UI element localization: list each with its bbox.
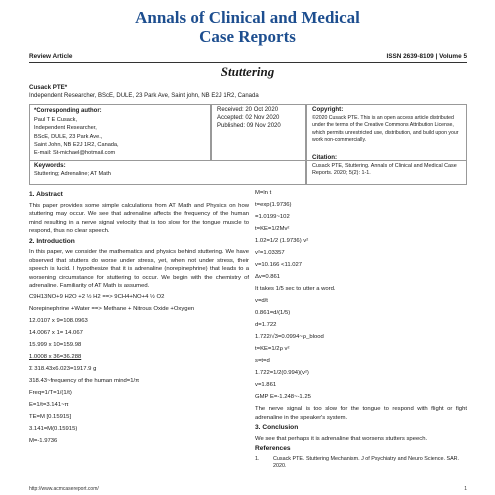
corresponding-line: Saint John, NB E2J 1R2, Canada,: [34, 141, 119, 148]
equation: t=exp(1.9736): [255, 202, 292, 208]
reference-text: Cusack PTE. Stuttering Mechanism. J of Psychiatry and Neuro Science. SAR. 2020.: [273, 455, 460, 469]
copyright-text: ©2020 Cusack PTE. This is an open access article distributed under the terms of the Creative Commons Attribution License, which permits unrestricted use, distribution, and build upon your work non-commercially.: [312, 114, 459, 143]
author-affiliation: Independent Researcher, BScE, DULE, 23 Park Ave, Saint john, NB E2J 1R2, Canada: [29, 93, 259, 99]
equation: Δv=0.861: [255, 274, 281, 280]
equation: 1.722/√3=0.0994~ρ_blood: [255, 334, 324, 340]
reference-number: 1.: [255, 455, 260, 462]
accepted-date: Accepted: 02 Nov 2020: [217, 115, 280, 122]
journal-title-line2: Case Reports: [199, 27, 296, 46]
keywords-text: Stuttering; Adrenaline; AT Math: [34, 171, 111, 178]
published-date: Published: 09 Nov 2020: [217, 123, 281, 130]
equation: M=-1.9736: [29, 437, 58, 444]
citation-box: [306, 153, 467, 185]
dates-box: [211, 104, 306, 161]
equation: t=KE=1/2ρ v²: [255, 346, 290, 352]
corresponding-line: Independent Researcher,: [34, 125, 97, 132]
equation: TE=M [0.15915]: [29, 413, 72, 420]
conclusion-heading: 3. Conclusion: [255, 424, 299, 431]
citation-text: Cusack PTE, Stuttering. Annals of Clinical and Medical Case Reports. 2020; 5(2): 1-1.: [312, 162, 457, 176]
equation: C9H13NO+9 H2O +2 ½ H2 ==> 9CH4+NO+4 ½ O2: [29, 293, 165, 300]
equation: 12.0107 x 9=108.0963: [29, 317, 88, 324]
author-name: Cusack PTE*: [29, 84, 68, 91]
equation: E=1/t=3.141~π: [29, 401, 69, 408]
keywords-heading: Keywords:: [34, 162, 66, 169]
introduction-text: In this paper, we consider the mathematics and physics behind stuttering. We have observed that stutters do worse under stress, yet, when not under stress, their speech is lucid. I hypothesize that it is adrenaline (norepinephrine) that leads to a worsening circumstance for stuttering to occur. We begin with the chemistry of adrenaline. Familiarity of AT Math is assumed.: [29, 249, 249, 289]
citation-heading: Citation:: [312, 154, 338, 161]
equation: v=10.166 <11.027: [255, 262, 303, 268]
corresponding-heading: *Corresponding author:: [34, 108, 102, 114]
article-type: Review Article: [29, 53, 73, 60]
keywords-box: [29, 161, 306, 185]
abstract-text: This paper provides some simple calculations from AT Math and Physics on how stuttering may occur. We see that adrenaline affects the frequency of the human mind resulting in a nerve signal velocity that is too slow for the tongue muscle to respond, thus no clear speech.: [29, 202, 249, 234]
equation: GMP E=-1.248~-1.25: [255, 394, 311, 400]
issn-volume: [386, 53, 467, 60]
issn: ISSN 2639-8109: [386, 53, 434, 60]
equation: Σ 318.43x6.023=1917.9 g: [29, 365, 97, 372]
left-column: [29, 189, 249, 449]
footer-url[interactable]: http://www.acmcasereport.com/: [29, 486, 99, 492]
page-number: 1: [464, 486, 467, 492]
right-column: [255, 189, 467, 471]
equation: v=d/t: [255, 298, 268, 304]
equation: 14.0067 x 1= 14.067: [29, 329, 83, 336]
equation: v²=1.03357: [255, 250, 285, 256]
equation: d=1.722: [255, 322, 277, 328]
equation: 1.0008 x 36=36.288: [29, 353, 82, 360]
copyright-heading: Copyright:: [312, 106, 344, 113]
equation: 1.722=1/2(0.994)(v²): [255, 370, 309, 376]
corresponding-author-box: [29, 104, 211, 161]
corresponding-email[interactable]: E-mail: St-michael@hotmail.com: [34, 150, 116, 157]
introduction-heading: 2. Introduction: [29, 237, 75, 245]
equation: M=ln t: [255, 190, 272, 196]
corresponding-line: Paul T E Cusack,: [34, 117, 78, 124]
equation: s=t=d: [255, 358, 270, 364]
article-title: Stuttering: [220, 64, 275, 79]
equation: 15.999 x 10=159.98: [29, 341, 82, 348]
header-rule: [29, 62, 467, 63]
conclusion-text: We see that perhaps it is adrenaline that worsens stutters speech.: [255, 435, 428, 442]
equation: v=1.861: [255, 382, 277, 388]
equation: Freq=1/T=1/(1/t): [29, 389, 72, 396]
equation: 0.861=d/(1/5): [255, 310, 291, 316]
reference-item: [255, 456, 467, 471]
volume: Volume 5: [439, 53, 467, 60]
equation: Norepinephrine +Water ==> Methane + Nitrous Oxide +Oxygen: [29, 305, 195, 312]
corresponding-line: BScE, DULE, 23 Park Ave.,: [34, 133, 103, 140]
equation: It takes 1/5 sec to utter a word.: [255, 286, 336, 292]
equation: t=KE=1/2Mv²: [255, 226, 290, 232]
equation: 1.02=1/2 (1.9736) v²: [255, 238, 309, 244]
equation: 3.141=M(0.15915): [29, 425, 78, 432]
received-date: Received: 20 Oct 2020: [217, 107, 279, 113]
abstract-heading: 1. Abstract: [29, 191, 63, 198]
equation: =1.0199~102: [255, 214, 290, 220]
separator: |: [435, 53, 440, 60]
journal-title: [0, 8, 495, 46]
journal-title-line1: Annals of Clinical and Medical: [135, 8, 360, 27]
article-header-row: [29, 53, 467, 62]
references-heading: References: [255, 445, 291, 452]
nerve-signal-text: The nerve signal is too slow for the tongue to respond with flight or fight adrenaline in the speaker's system.: [255, 406, 467, 421]
equation: 318.43~frequency of the human mind=1/π: [29, 377, 140, 384]
